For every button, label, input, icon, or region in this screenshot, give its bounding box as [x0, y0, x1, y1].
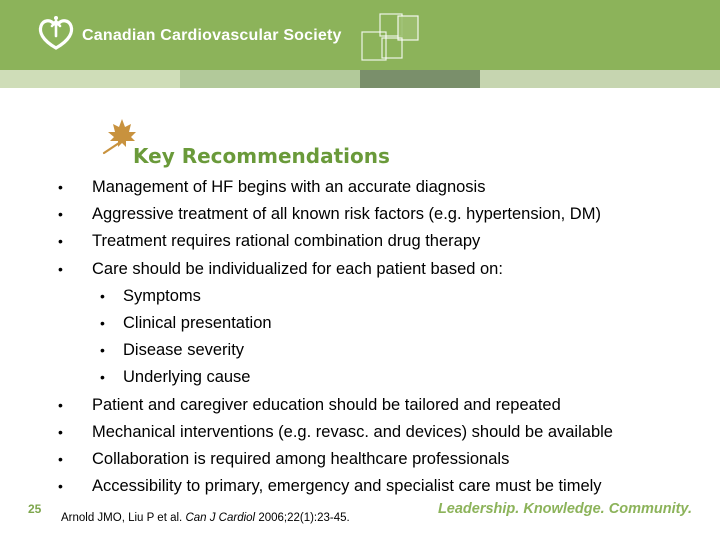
bullet-icon: •: [58, 423, 63, 440]
bullet-item: [0, 228, 720, 255]
bullet-text: Management of HF begins with an accurate diagnosis: [92, 178, 486, 196]
bullet-item: [0, 446, 720, 473]
bullet-text: Aggressive treatment of all known risk factors (e.g. hypertension, DM): [92, 205, 601, 224]
bullet-item: [0, 201, 720, 228]
slide-title: Key Recommendations: [133, 144, 390, 168]
bullet-icon: •: [58, 396, 63, 413]
decorative-squares-icon: [360, 12, 422, 64]
bullet-icon: •: [100, 342, 105, 359]
sub-bullet-item: [0, 310, 720, 337]
recommendations-list: [0, 174, 720, 500]
bullet-item: [0, 419, 720, 446]
bullet-icon: •: [58, 206, 63, 223]
bullet-icon: •: [100, 314, 105, 331]
bullet-icon: •: [58, 179, 63, 195]
bullet-icon: •: [58, 478, 63, 495]
bullet-text: Mechanical interventions (e.g. revasc. and devices) should be available: [92, 422, 613, 441]
citation: [61, 512, 350, 524]
decorative-strip: [0, 70, 180, 88]
bullet-text: Patient and caregiver education should be tailored and repeated: [92, 395, 561, 414]
bullet-text: Underlying cause: [123, 368, 251, 387]
bullet-text: Disease severity: [123, 341, 245, 360]
bullet-item: [0, 256, 720, 283]
bullet-item: [0, 392, 720, 419]
bullet-item: [0, 174, 720, 201]
bullet-text: Accessibility to primary, emergency and specialist care must be timely: [92, 477, 602, 496]
decorative-strip: [180, 70, 360, 88]
citation-authors: Arnold JMO, Liu P et al.: [61, 512, 183, 524]
bullet-icon: •: [58, 260, 63, 277]
decorative-strip: [480, 70, 720, 88]
sub-bullet-item: [0, 283, 720, 310]
org-name: Canadian Cardiovascular Society: [82, 27, 342, 44]
bullet-text: Treatment requires rational combination drug therapy: [92, 232, 481, 251]
citation-journal: Can J Cardiol: [185, 512, 256, 524]
slide-number: 25: [28, 502, 42, 516]
bullet-item: [0, 473, 720, 500]
bullet-text: Clinical presentation: [123, 313, 272, 332]
sub-bullet-item: [0, 364, 720, 391]
citation-details: 2006;22(1):23-45.: [258, 512, 350, 524]
decorative-strip: [360, 70, 480, 88]
header-bar: [0, 0, 720, 70]
sub-bullet-item: [0, 337, 720, 364]
bullet-text: Symptoms: [123, 286, 201, 305]
tagline: Leadership. Knowledge. Community.: [437, 501, 692, 517]
bullet-icon: •: [100, 287, 105, 304]
bullet-icon: •: [100, 369, 105, 386]
bullet-icon: •: [58, 233, 63, 250]
bullet-text: Care should be individualized for each patient based on:: [92, 259, 503, 278]
ccs-heart-logo-icon: [36, 14, 76, 54]
bullet-text: Collaboration is required among healthcare professionals: [92, 449, 510, 468]
bullet-icon: •: [58, 450, 63, 467]
